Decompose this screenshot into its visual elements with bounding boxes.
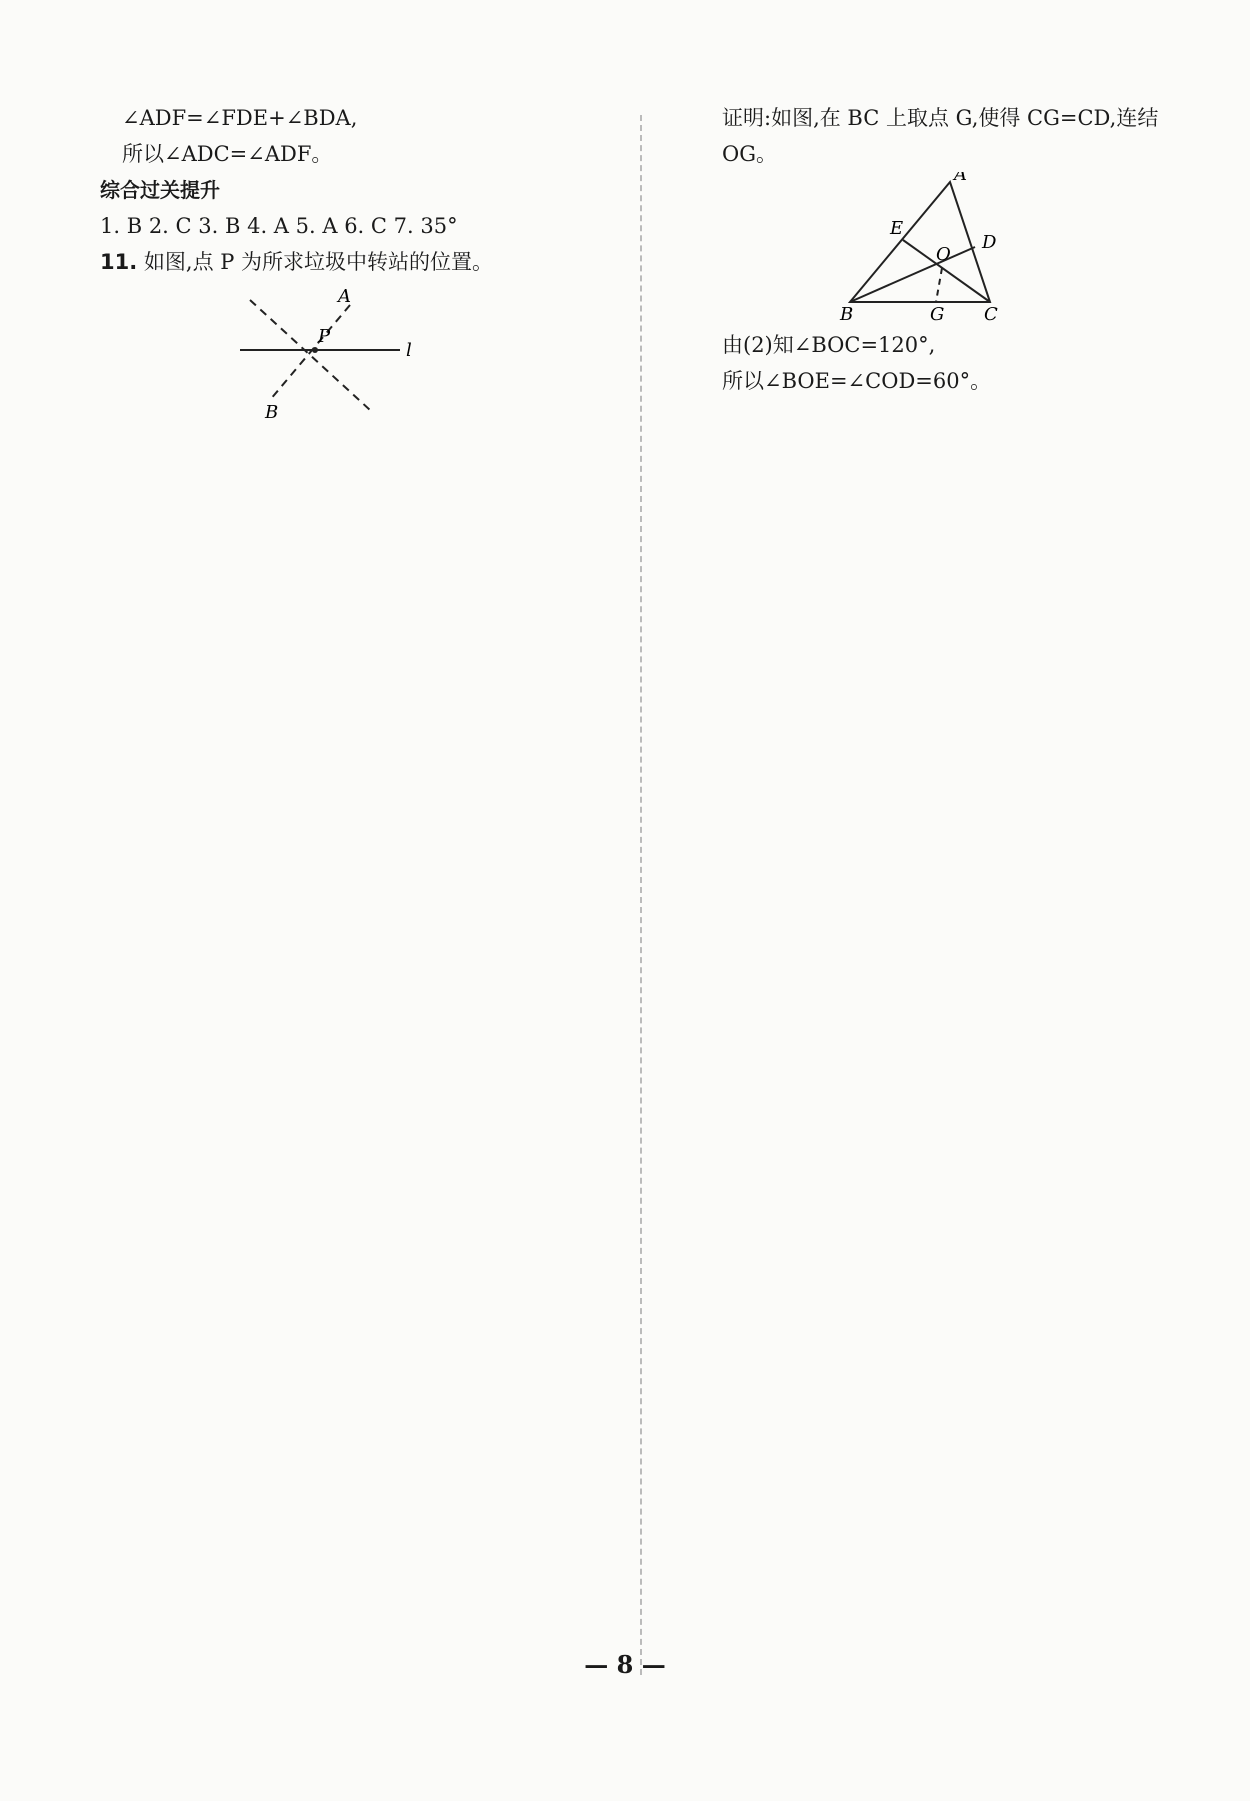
label-d: D [982, 232, 997, 253]
label-c: C [984, 304, 998, 322]
dashed-line [250, 300, 370, 410]
question-number: 11. [100, 250, 138, 274]
label-b: B [265, 402, 279, 420]
label-a: A [338, 286, 351, 307]
answers-row: 1. B 2. C 3. B 4. A 5. A 6. C 7. 35° [100, 214, 458, 238]
label-a: A [954, 172, 967, 185]
text-line: 所以∠ADC=∠ADF。 [122, 142, 333, 166]
dashed-line [270, 305, 350, 400]
text-line: 如图,点 P 为所求垃圾中转站的位置。 [143, 250, 494, 274]
section-heading: 综合过关提升 [100, 178, 220, 202]
left-column [100, 100, 620, 425]
point-p [312, 347, 318, 353]
segment-bd [850, 247, 975, 302]
label-p: P [318, 326, 331, 347]
label-o: O [936, 244, 951, 265]
label-l: l [406, 340, 412, 361]
text-line: 证明:如图,在 BC 上取点 G,使得 CG=CD,连结 [722, 106, 1159, 130]
text-line: 所以∠BOE=∠COD=60°。 [722, 369, 992, 393]
triangle-abc [850, 182, 990, 302]
label-g: G [930, 304, 945, 322]
column-divider [640, 115, 642, 1675]
text-line: 由(2)知∠BOC=120°, [722, 333, 936, 357]
right-column [700, 100, 1200, 399]
text-line: ∠ADF=∠FDE+∠BDA, [122, 106, 358, 130]
page-number: — 8 — [584, 1650, 666, 1679]
label-b: B [840, 304, 854, 322]
segment-og [936, 268, 942, 302]
figure-q11 [100, 280, 620, 420]
text-line: OG。 [722, 142, 777, 166]
label-e: E [890, 218, 904, 239]
figure-q14 [700, 172, 1200, 322]
